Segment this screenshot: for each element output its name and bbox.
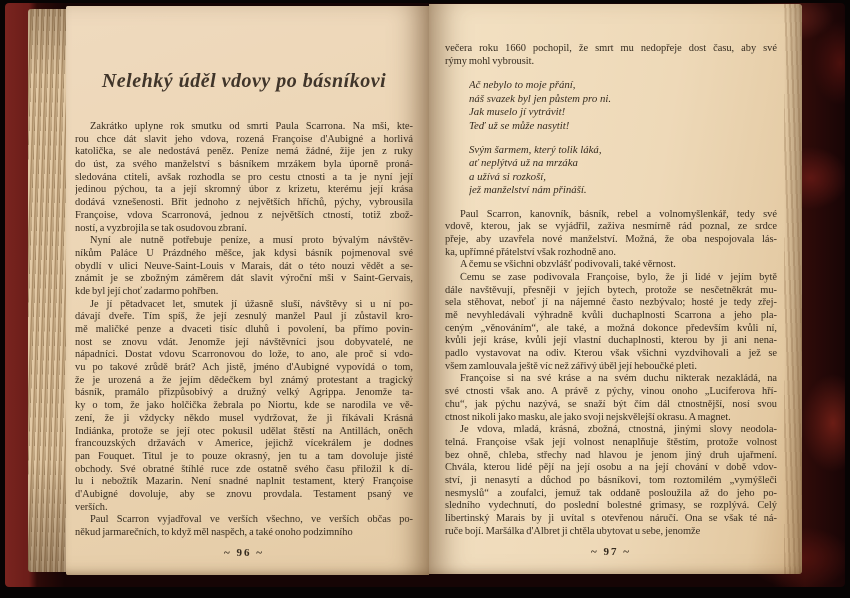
right-page bbox=[429, 4, 802, 574]
text-line: zení, že ji vždycky někdo musel vydržovat, že ji říkávali Krásná bbox=[75, 412, 413, 424]
text-line: Čemu se zase podivovala Françoise, bylo, že ji lidé v jejím bytě bbox=[460, 271, 777, 283]
text-line: níkům Paláce U Prázdného měšce, jak kdysi básník pojmenoval své bbox=[75, 247, 413, 259]
text-line: známit je se zbožným záměrem dát slavit výroční mši v Saint-Gervais, bbox=[75, 273, 413, 285]
text-line: Jak muselo jí vytrávit! bbox=[469, 106, 566, 119]
text-line: Teď už se může nasytit! bbox=[469, 119, 570, 132]
text-line: ky o tom, že jako holčička žebrala po Niortu, kde se narodila ve vě- bbox=[75, 400, 413, 412]
text-line: mě nevyhledávali výhradně kvůli duchaplnosti Scarrona a jeho pla- bbox=[445, 310, 777, 321]
paragraph bbox=[445, 272, 777, 374]
left-page-body bbox=[75, 121, 413, 540]
text-line: Indiánka, protože se její otec pokusil udělat štěstí na Antillách, oněch bbox=[75, 425, 413, 437]
text-line: ruče bojí. Maršálka d'Albret ji chtěla ubytovat u sebe, jenomže bbox=[445, 525, 701, 537]
text-line: že je urozená a že jejím dědečkem byl známý protestant a tragický bbox=[75, 374, 413, 386]
right-page-number: ~ 97 ~ bbox=[591, 546, 631, 558]
verse-stanza bbox=[469, 79, 777, 133]
text-line: Françoise, vdova Scarronová, jednou z největších ctností, totiž zbož- bbox=[75, 209, 413, 221]
text-line: sela stěhovat, neboť jí na nájemné často nezbývalo; hosté je tedy zřej- bbox=[445, 297, 777, 309]
text-line: ctnost nikoli jako masku, ale jako svoji nejskvělejší okrasu. A magnet. bbox=[445, 411, 731, 423]
text-line: Zakrátko uplyne rok smutku od smrti Paula Scarrona. Na mši, kte- bbox=[90, 121, 413, 132]
text-line: ať neplýtvá už na mrzáka bbox=[469, 157, 578, 170]
text-line: někud jarmarečních, to když měl naspěch, a také onoho podzimního bbox=[75, 527, 353, 538]
text-line: všem zamlouvala ještě víc než zářivý úběl její heboučké pleti. bbox=[445, 360, 697, 372]
paragraph bbox=[445, 424, 777, 538]
text-line: dodává vznešenosti. Břit jednoho z největších hříchů, pýchy, vybrousila bbox=[75, 197, 413, 209]
text-line: Françoise si na své kráse a na svém duchu nikterak nezakládá, na bbox=[460, 373, 777, 385]
page-edges-stack bbox=[28, 9, 68, 572]
text-line: francouzských državách v Americe, jejichž vícekrálem je dodnes bbox=[75, 438, 413, 450]
right-page-body bbox=[445, 43, 777, 538]
text-line: Je vdova, mladá, krásná, zbožná, ctnostná, jinými slovy neodola- bbox=[460, 424, 777, 436]
text-line: ství, ji nenasytí a důchod po básníkovi, tom roztomilém „vymýšleči bbox=[445, 474, 777, 486]
text-line: rýmy mohl vybrousit. bbox=[445, 55, 535, 67]
text-line: do úst, za svého manželství s básníkem mrzákem byla úporně proná- bbox=[75, 159, 413, 171]
text-line: Nyní ale nutně potřebuje peníze, a musí proto bývalým návštěv- bbox=[90, 235, 413, 247]
text-line: lu i nebožtík Mazarin. Není snadné naplnit testament, který Françoise bbox=[75, 476, 413, 488]
text-line: katolička, se ale nedostává peněz. Peníze nemá žádné, žije jen z ruky bbox=[75, 146, 413, 158]
paragraph bbox=[75, 514, 413, 539]
text-line: verších. bbox=[75, 501, 108, 513]
text-line: kvůli její kráse, kvůli její vlastní duchaplnosti, kterou by ji ani nena- bbox=[445, 335, 777, 347]
text-line: nesmyslů“ a zoufalci, jemuž tak oddaně posloužila až do jeho po- bbox=[445, 487, 777, 499]
text-line: bez ohně, chleba, střechy nad hlavou je jenom jiný druh ujařmení. bbox=[445, 449, 777, 461]
text-line: ceným „věnováním“, ale také, a možná dokonce především kvůli ní, bbox=[445, 322, 777, 334]
text-line: chu“, jak pýchu nazývá, se snaží být čím dál ctnostnější, nosí svou bbox=[445, 398, 777, 410]
text-line: Je jí pětadvacet let, smutek jí úžasně sluší, návštěvy si u ní po- bbox=[90, 298, 413, 310]
text-line: kde byl její choť zadarmo pohřben. bbox=[75, 285, 219, 297]
verse-stanza bbox=[469, 144, 777, 198]
paragraph bbox=[445, 373, 777, 424]
text-line: jež manželství nám přináší. bbox=[469, 184, 587, 197]
text-line: libertinský Marais by ji uvítal s otevřenou náručí. Ona se však té ná- bbox=[445, 513, 777, 524]
text-line: Ač nebylo to moje přání, bbox=[469, 79, 576, 92]
text-line: pan Fouquet. Titul je to pouze okrasný, jen tu a tam dovoluje jisté bbox=[75, 450, 413, 462]
text-line: Svým šarmem, který tolik láká, bbox=[469, 143, 602, 156]
text-line: sledována ctiteli, avšak rozhodla se pro cestu ctnosti a ta je nyní její bbox=[75, 171, 413, 183]
text-line: obydlí v ulici Neuve-Saint-Louis v Marais, dát o této nouzi vědět a se- bbox=[75, 260, 413, 272]
text-line: jedinou pýchou, ta a její skromný úbor z krizetu, kterému její krása bbox=[75, 184, 413, 196]
paragraph bbox=[445, 259, 777, 272]
text-line: ností, a vyzbrojila se tak osudovou zbraní. bbox=[75, 222, 247, 234]
left-page bbox=[66, 6, 429, 575]
text-line: padlo vystavovat na odiv. Kterou však všichni vyzdvihovali a jež se bbox=[445, 348, 777, 360]
text-line: A čemu se všichni obzvlášť podivovali, také věrnost. bbox=[460, 259, 676, 271]
text-line: obchody. Své obratné štíhlé ruce zde ostatně svého času přiložil k dí- bbox=[75, 463, 413, 475]
paragraph bbox=[75, 121, 413, 235]
text-line: mě maličké penze a dvaceti tisíc dluhů i povolení, ba přímo povin- bbox=[75, 324, 413, 335]
text-line: básník, pramálo přizpůsobivý a družný velký Agrippa. Jenomže ta- bbox=[75, 387, 413, 399]
right-page-text bbox=[445, 43, 777, 538]
text-line: náš svazek byl jen půstem pro ni. bbox=[469, 92, 612, 105]
text-line: přeje, aby uzavřela nové manželství. Možná, že oba nespojovala lás- bbox=[445, 233, 777, 245]
text-line: nost se znovu vdát. Jenomže její návštěvníci jsou dobyvatelé, ne bbox=[75, 336, 413, 348]
paragraph bbox=[445, 43, 777, 68]
text-line: dále navštěvují, přesněji v jejích bytech, protože se nesčetněkrát mu- bbox=[445, 284, 777, 296]
chapter-title: Nelehký úděl vdovy po básníkovi bbox=[101, 70, 387, 92]
text-line: vu po takové zrůdě brát? Ach jistě, jméno d'Aubigné vypovídá o tom, bbox=[75, 362, 413, 374]
text-line: ka, upřímné přátelství však rozhodně ano. bbox=[445, 246, 616, 258]
paragraph bbox=[445, 209, 777, 260]
text-line: d'Aubigné dovoluje, aby se znovu provdala. Testament psaný ve bbox=[75, 488, 413, 500]
paragraph bbox=[75, 299, 413, 515]
text-line: nápadníci. Dostat vdovu Scarronovou do lože, to ano, ale proč si vdo- bbox=[75, 349, 413, 361]
text-line: Paul Scarron, kanovník, básník, rebel a volnomyšlenkář, tedy své bbox=[460, 208, 777, 220]
text-line: své ctnosti však ano. A právě z pýchy, vinou onoho „Luciferova hří- bbox=[445, 386, 777, 398]
text-line: večera roku 1660 pochopil, že smrt mu nedopřeje dost času, aby své bbox=[445, 43, 777, 54]
text-line: Paul Scarron vyjadřoval ve verších všechno, ve verších občas po- bbox=[90, 514, 413, 526]
text-line: dávají dveře. Tím spíš, že její zesnulý manžel Paul jí zůstavil kro- bbox=[75, 311, 413, 323]
text-line: a užívá si rozkoší, bbox=[469, 170, 546, 183]
left-page-text bbox=[75, 66, 413, 540]
text-line: rou chce dát slavit jeho vdova, rozená Françoise d'Aubigné a horlivá bbox=[75, 133, 413, 145]
text-line: vdově, kterou, jak se vyjádřil, zaživa nesmírně rád poznal, ze srdce bbox=[445, 221, 777, 233]
text-line: sledního vydechnutí, do poslední bolestné grimasy, se rozplývá. Celý bbox=[445, 500, 777, 512]
left-page-number: ~ 96 ~ bbox=[224, 547, 264, 559]
paragraph bbox=[75, 235, 413, 298]
text-line: Chvála, kterou lidé pějí na její osobu a na její chování v době vdov- bbox=[445, 462, 777, 474]
text-line: telná. Françoise však její volnost nenaplňuje štěstím, protože volnost bbox=[445, 436, 777, 448]
